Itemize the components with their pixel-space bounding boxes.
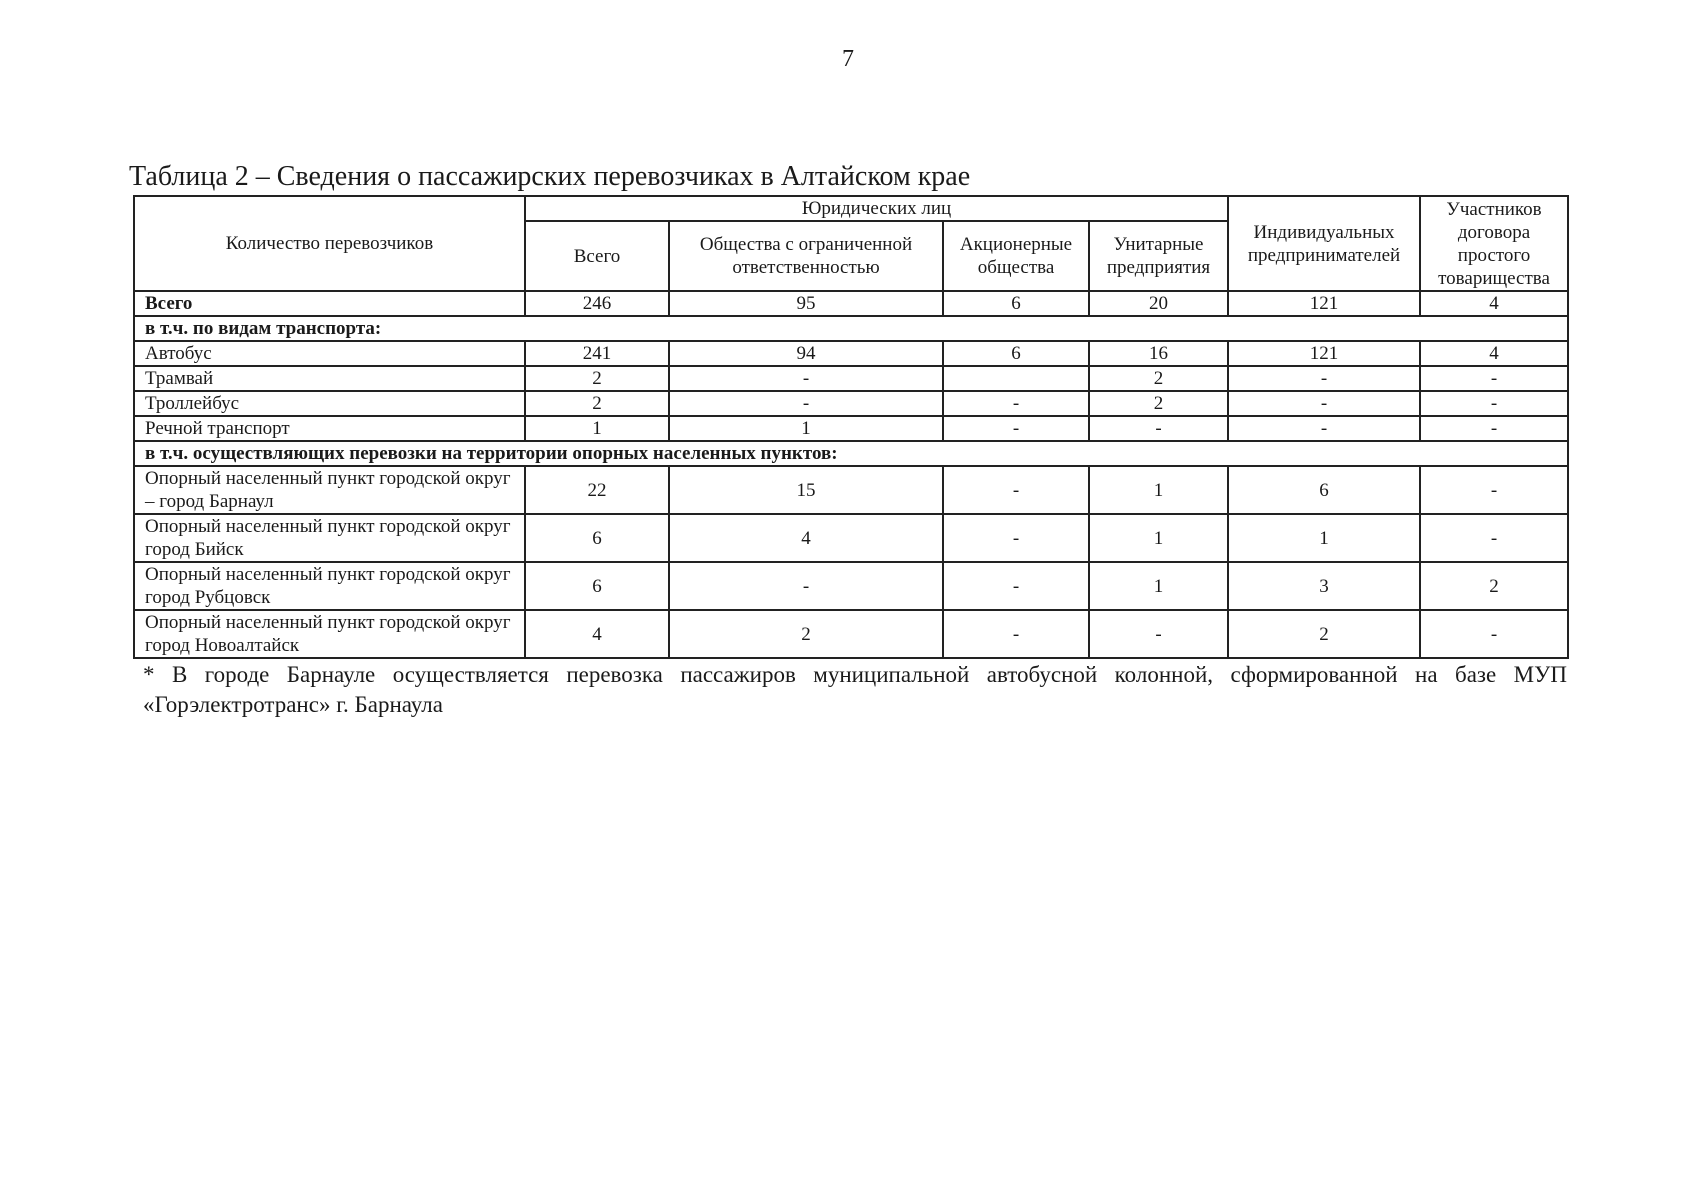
- cell-partnership: -: [1420, 514, 1568, 562]
- cell-jsc: -: [943, 466, 1089, 514]
- cell-partnership: 2: [1420, 562, 1568, 610]
- table-row: [134, 366, 1568, 391]
- cell-total: 22: [525, 466, 669, 514]
- cell-total: 241: [525, 341, 669, 366]
- header-unitary: Унитарные предприятия: [1089, 221, 1228, 291]
- footnote: * В городе Барнауле осуществляется перевозка пассажиров муниципальной автобусной колонной, сформированной на базе МУП «Горэлектротранс» г. Барнаула: [143, 662, 1567, 717]
- table-row: [134, 466, 1568, 514]
- cell-individual: 2: [1228, 610, 1420, 658]
- section-row-transport: [134, 316, 1568, 341]
- cell-jsc: 6: [943, 291, 1089, 316]
- cell-llc: -: [669, 366, 943, 391]
- header-count: Количество перевозчиков: [134, 196, 525, 291]
- cell-total: 4: [525, 610, 669, 658]
- cell-jsc: -: [943, 391, 1089, 416]
- header-legal-entities: Юридических лиц: [525, 196, 1228, 221]
- cell-llc: -: [669, 391, 943, 416]
- cell-partnership: 4: [1420, 341, 1568, 366]
- cell-llc: 2: [669, 610, 943, 658]
- cell-unitary: 1: [1089, 514, 1228, 562]
- row-label: Опорный населенный пункт городской округ – город Барнаул: [134, 466, 525, 514]
- cell-partnership: 4: [1420, 291, 1568, 316]
- page-number: 7: [842, 46, 854, 72]
- table-row: [134, 341, 1568, 366]
- cell-individual: 6: [1228, 466, 1420, 514]
- row-label: Опорный населенный пункт городской округ город Рубцовск: [134, 562, 525, 610]
- cell-partnership: -: [1420, 416, 1568, 441]
- header-llc: Общества с ограниченной ответственностью: [669, 221, 943, 291]
- row-label: Трамвай: [134, 366, 525, 391]
- cell-partnership: -: [1420, 366, 1568, 391]
- row-label: Автобус: [134, 341, 525, 366]
- cell-unitary: 1: [1089, 562, 1228, 610]
- table-row-total: [134, 291, 1568, 316]
- cell-unitary: 16: [1089, 341, 1228, 366]
- section-transport-label: в т.ч. по видам транспорта:: [134, 316, 1568, 341]
- cell-jsc: -: [943, 610, 1089, 658]
- cell-partnership: -: [1420, 466, 1568, 514]
- cell-individual: 1: [1228, 514, 1420, 562]
- cell-total: 2: [525, 391, 669, 416]
- cell-individual: 121: [1228, 341, 1420, 366]
- header-total: Всего: [525, 221, 669, 291]
- header-row-1: [134, 196, 1568, 221]
- header-partnership: Участников договора простого товарищества: [1420, 196, 1568, 291]
- cell-total: 246: [525, 291, 669, 316]
- cell-partnership: -: [1420, 391, 1568, 416]
- cell-individual: -: [1228, 366, 1420, 391]
- cell-total: 2: [525, 366, 669, 391]
- cell-llc: 95: [669, 291, 943, 316]
- cell-jsc: -: [943, 514, 1089, 562]
- cell-unitary: 1: [1089, 466, 1228, 514]
- cell-llc: 94: [669, 341, 943, 366]
- cell-jsc: 6: [943, 341, 1089, 366]
- cell-llc: -: [669, 562, 943, 610]
- table-row: [134, 514, 1568, 562]
- cell-llc: 4: [669, 514, 943, 562]
- cell-total: 6: [525, 562, 669, 610]
- cell-llc: 1: [669, 416, 943, 441]
- row-label: Троллейбус: [134, 391, 525, 416]
- cell-individual: 3: [1228, 562, 1420, 610]
- cell-total: 6: [525, 514, 669, 562]
- cell-individual: 121: [1228, 291, 1420, 316]
- cell-unitary: 20: [1089, 291, 1228, 316]
- cell-partnership: -: [1420, 610, 1568, 658]
- table-row: [134, 562, 1568, 610]
- header-individual: Индивидуальных предпринимателей: [1228, 196, 1420, 291]
- row-label: Речной транспорт: [134, 416, 525, 441]
- table-row: [134, 416, 1568, 441]
- header-jsc: Акционерные общества: [943, 221, 1089, 291]
- table-row: [134, 610, 1568, 658]
- cell-total: 1: [525, 416, 669, 441]
- cell-unitary: -: [1089, 416, 1228, 441]
- cell-unitary: 2: [1089, 366, 1228, 391]
- cell-jsc: [943, 366, 1089, 391]
- row-label: Опорный населенный пункт городской округ город Новоалтайск: [134, 610, 525, 658]
- cell-unitary: 2: [1089, 391, 1228, 416]
- row-label: Опорный населенный пункт городской округ город Бийск: [134, 514, 525, 562]
- cell-unitary: -: [1089, 610, 1228, 658]
- cell-llc: 15: [669, 466, 943, 514]
- section-row-settlements: [134, 441, 1568, 466]
- carriers-table: [133, 195, 1569, 659]
- cell-individual: -: [1228, 391, 1420, 416]
- cell-jsc: -: [943, 416, 1089, 441]
- cell-jsc: -: [943, 562, 1089, 610]
- table-row: [134, 391, 1568, 416]
- cell-individual: -: [1228, 416, 1420, 441]
- table-caption: Таблица 2 – Сведения о пассажирских перевозчиках в Алтайском крае: [129, 161, 971, 192]
- row-label: Всего: [134, 291, 525, 316]
- section-settlements-label: в т.ч. осуществляющих перевозки на территории опорных населенных пунктов:: [134, 441, 1568, 466]
